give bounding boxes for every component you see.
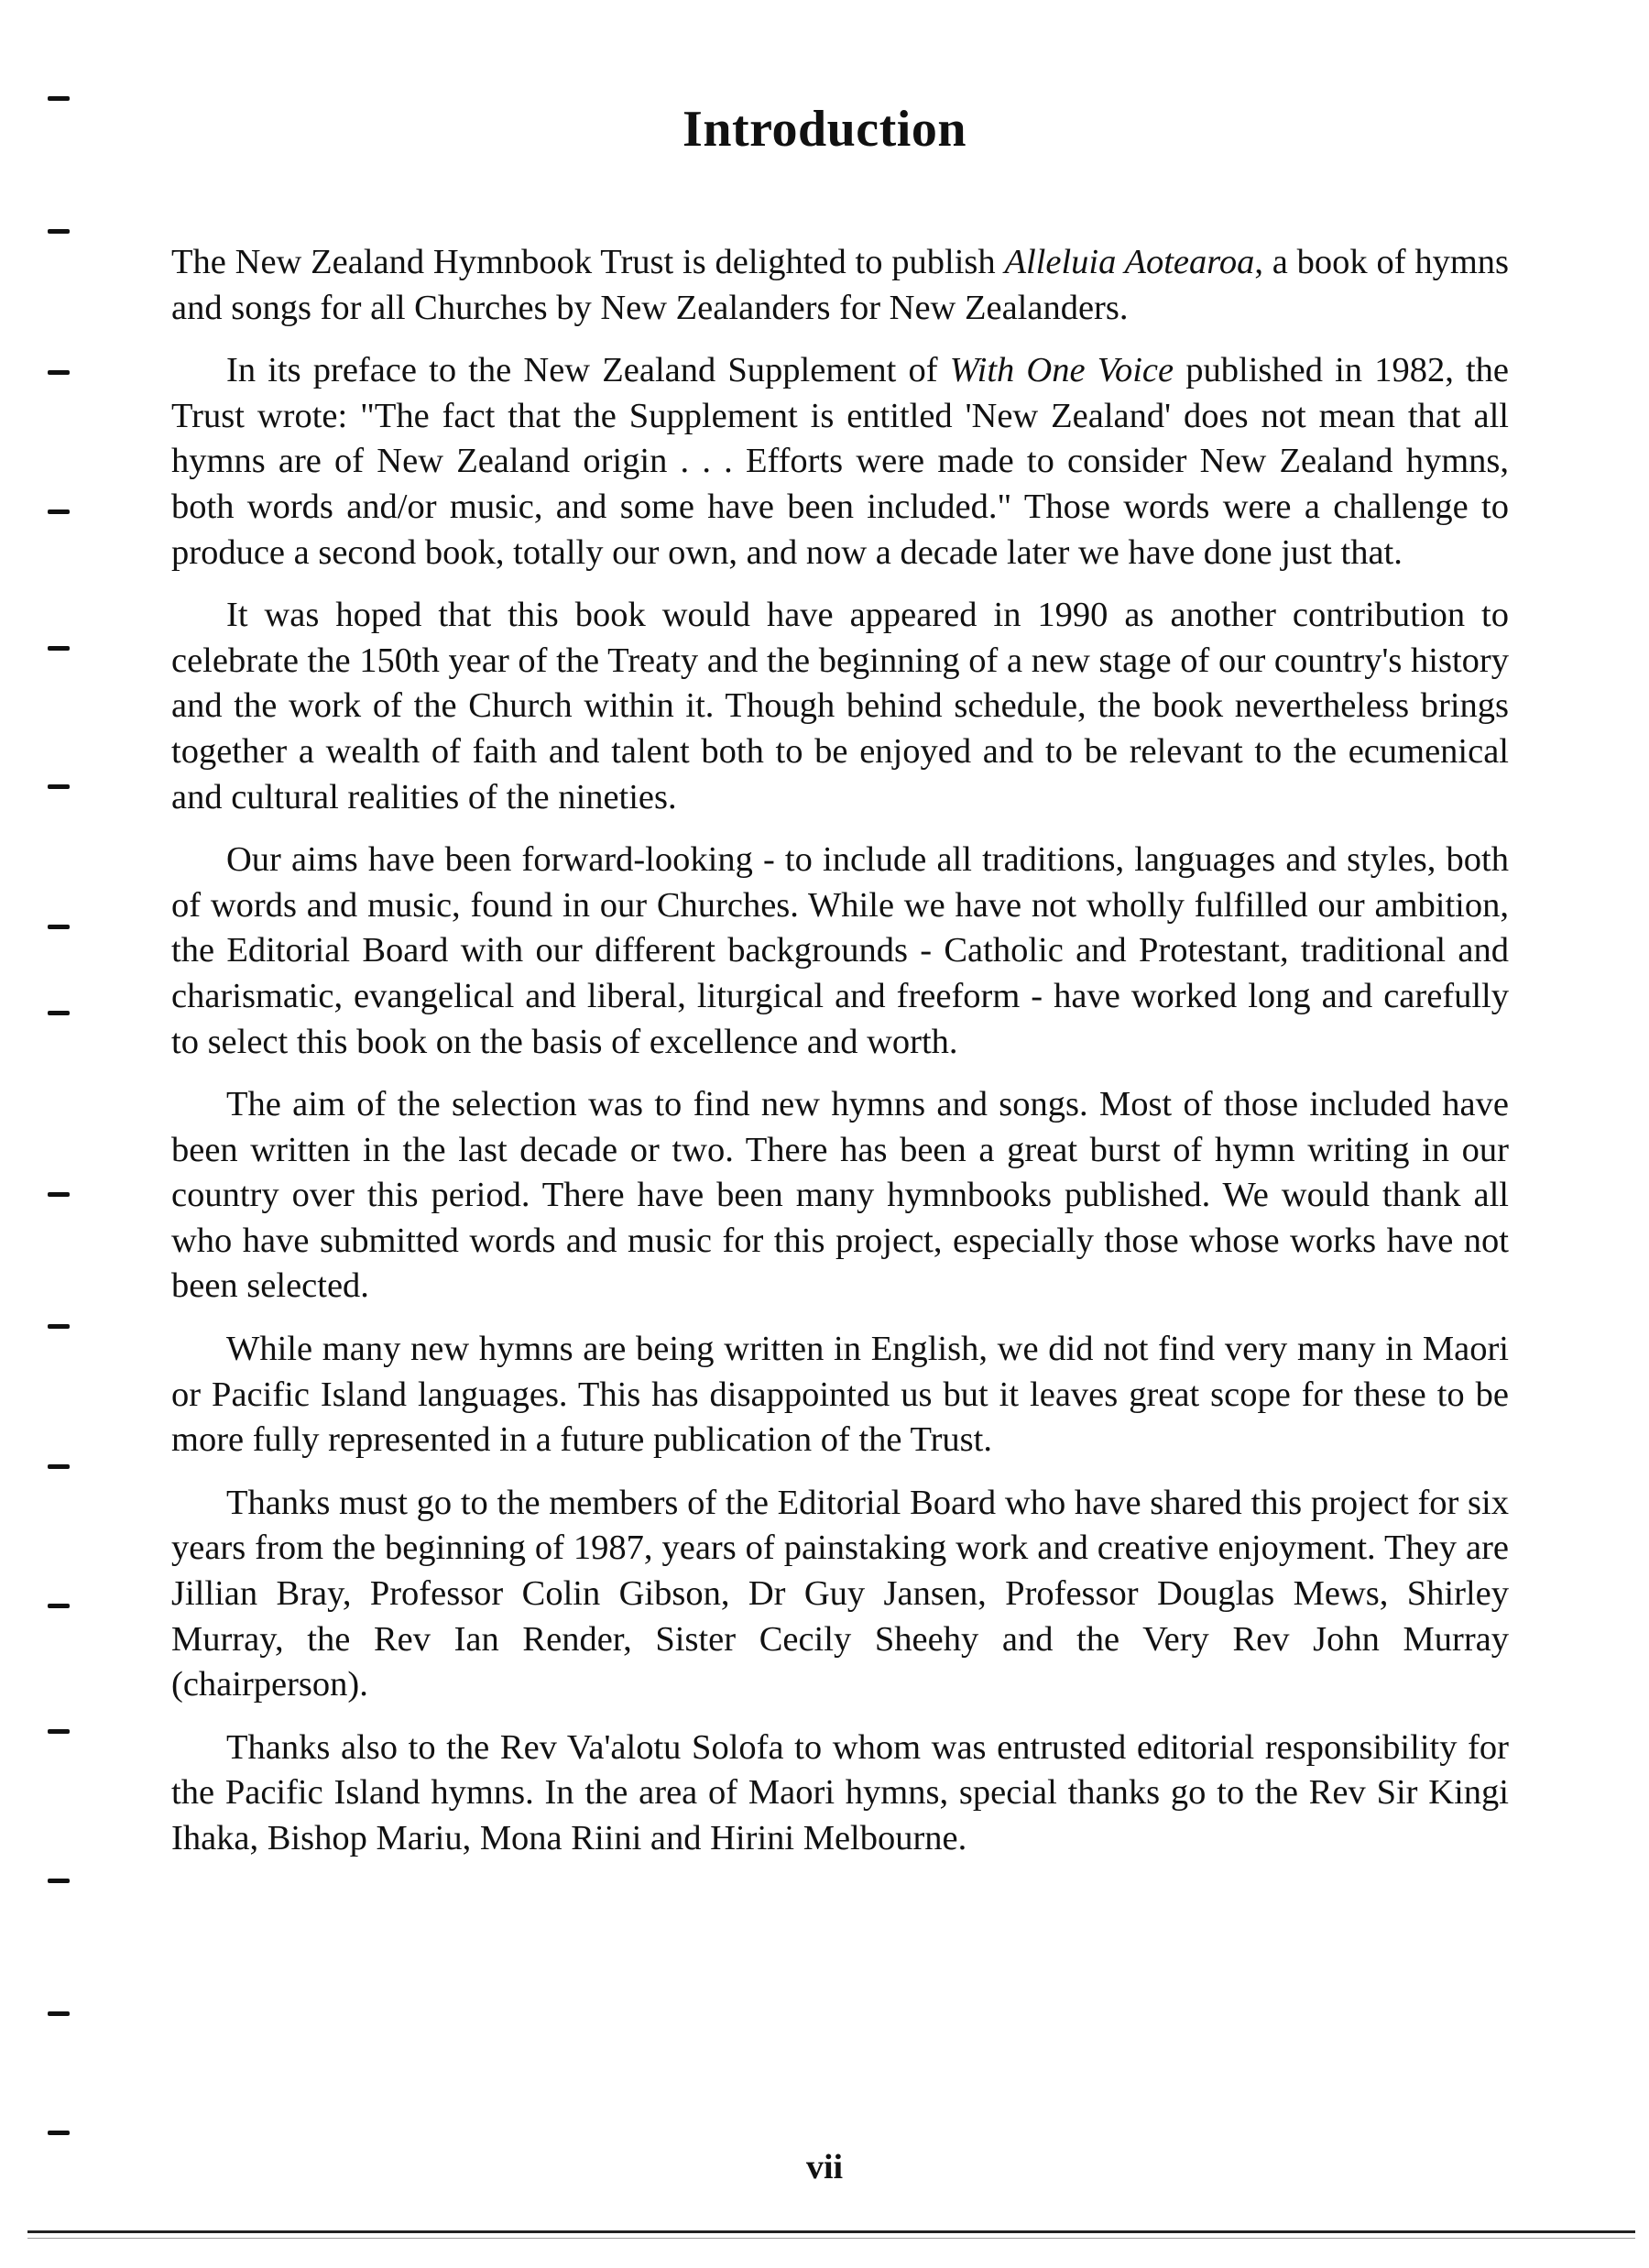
paragraph: Our aims have been forward-looking - to include all traditions, languages and styles, both of words and music, found in our Churches. While we have not wholly fulfilled our ambition, the Editorial Board with our different backgrounds - Catholic and Protestant, traditional and charismatic, evangelical and liberal, liturgical and freeform - have worked long and carefully to select this book on the basis of excellence and worth. [171, 840, 1509, 1061]
paragraph-text: In its preface to the New Zealand Supplement of [226, 351, 950, 390]
bottom-rule [27, 2230, 1635, 2233]
margin-tick-mark [48, 784, 70, 789]
body-text [171, 240, 1509, 1879]
paragraph: Thanks also to the Rev Va'alotu Solofa to whom was entrusted editorial responsibility for the Pacific Island hymns. In the area of Maori hymns, special thanks go to the Rev Sir Kingi Ihaka, Bishop Mariu, Mona Riini and Hirini Melbourne. [171, 1727, 1509, 1857]
margin-tick-mark [48, 1324, 70, 1329]
paragraph-text: published in 1982, the Trust wrote: "The fact that the Supplement is entitled 'New Zealand' does not mean that all hymns are of New Zealand origin . . . Efforts were made to consider New Zealand hymns, both words and/or music, and some have been included." Those words were a challenge to produce a second book, totally our own, and now a decade later we have done just that. [171, 351, 1510, 572]
page-title: Introduction [683, 101, 966, 158]
margin-tick-mark [48, 925, 70, 929]
margin-tick-mark [48, 2011, 70, 2016]
paragraph [171, 348, 1509, 575]
margin-tick-mark [48, 370, 70, 375]
book-title: With One Voice [949, 351, 1174, 390]
paragraph: Thanks must go to the members of the Editorial Board who have shared this project for six years from the beginning of 1987, years of painstaking work and creative enjoyment. They are Jillian Bray, Professor Colin Gibson, Dr Guy Jansen, Professor Douglas Mews, Shirley Murray, the Rev Ian Render, Sister Cecily Sheehy and the Very Rev John Murray (chairperson). [171, 1483, 1509, 1704]
margin-tick-mark [48, 2131, 70, 2135]
book-title: Alleluia Aotearoa [1004, 243, 1255, 281]
paragraph-text: The New Zealand Hymnbook Trust is delighted to publish [171, 243, 1005, 281]
margin-tick-mark [48, 1464, 70, 1469]
paragraph-text: , a book of hymns and songs for all Churches by New Zealanders for New Zealanders. [171, 243, 1509, 327]
margin-tick-mark [48, 1879, 70, 1883]
paragraph: The aim of the selection was to find new hymns and songs. Most of those included have been written in the last decade or two. There has been a great burst of hymn writing in our country over this period. There have been many hymnbooks published. We would thank all who have submitted words and music for this project, especially those whose works have not been selected. [171, 1085, 1509, 1306]
margin-tick-mark [48, 1192, 70, 1197]
paragraph: While many new hymns are being written in English, we did not find very many in Maori or Pacific Island languages. This has disappointed us but it leaves great scope for these to be more fully represented in a future publication of the Trust. [171, 1330, 1509, 1460]
margin-tick-mark [48, 509, 70, 514]
margin-tick-mark [48, 1011, 70, 1015]
margin-tick-mark [48, 1729, 70, 1734]
margin-tick-mark [48, 1604, 70, 1608]
paragraph [171, 240, 1509, 331]
margin-tick-mark [48, 646, 70, 651]
margin-tick-mark [48, 229, 70, 234]
page-number: vii [805, 2148, 844, 2186]
paragraph: It was hoped that this book would have appeared in 1990 as another contribution to celebrate the 150th year of the Treaty and the beginning of a new stage of our country's history and the work of the Church within it. Though behind schedule, the book nevertheless brings together a wealth of faith and talent both to be enjoyed and to be relevant to the ecumenical and cultural realities of the nineties. [171, 596, 1509, 816]
bottom-rule-thin [27, 2238, 1635, 2239]
